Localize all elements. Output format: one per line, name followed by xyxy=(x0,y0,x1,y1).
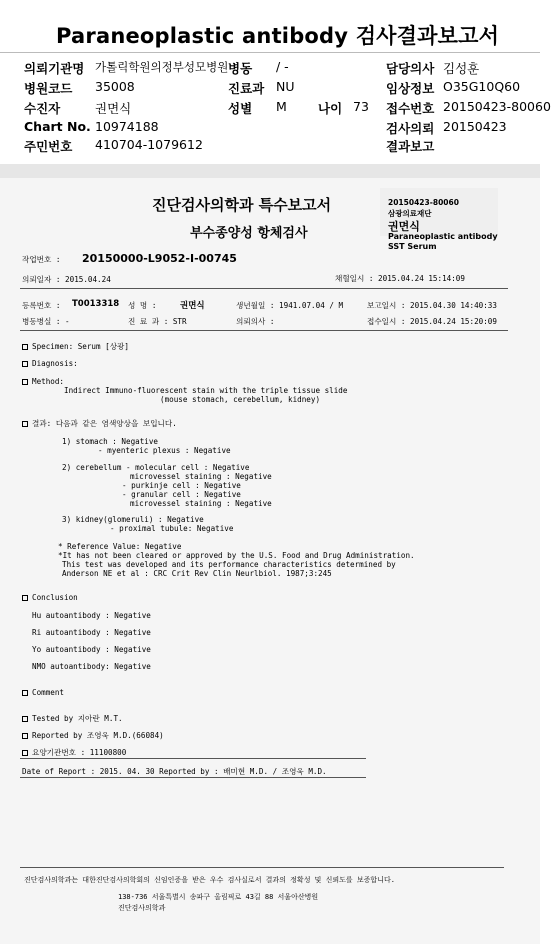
footer-certification: 진단검사의학과는 대한진단검사의학회의 신임인증을 받은 우수 검사실로서 결과의 정확성 및 신뢰도를 보증합니다. xyxy=(24,876,395,884)
conclusion-ri: Ri autoantibody : Negative xyxy=(32,628,151,637)
checkbox-icon xyxy=(22,361,28,367)
info-rule-bottom xyxy=(20,330,508,331)
footer-rule xyxy=(20,867,504,868)
result-purkinje: - purkinje cell : Negative xyxy=(122,481,241,490)
side-receipt-no: 20150423-80060 xyxy=(388,198,459,207)
checkbox-icon xyxy=(22,379,28,385)
label-age: 나이 xyxy=(318,101,343,116)
label-sex: 성별 xyxy=(228,101,253,116)
side-patient-name: 권면식 xyxy=(388,220,420,233)
side-specimen: SST Serum xyxy=(388,242,437,251)
result-myenteric: - myenteric plexus : Negative xyxy=(98,446,231,455)
side-lab-name: 삼광의료재단 xyxy=(388,209,432,218)
specimen: Specimen: Serum [상광] xyxy=(32,342,129,351)
value-ward: / - xyxy=(276,59,289,74)
page-title: Paraneoplastic antibody 검사결과보고서 xyxy=(56,24,500,48)
label-clinical-info: 임상정보 xyxy=(386,81,435,96)
tested-by: Tested by 지아란 M.T. xyxy=(32,714,123,723)
footer-address: 138-736 서울특별시 송파구 올림픽로 43길 88 서울아산병원 xyxy=(118,893,319,901)
reg-no: T0013318 xyxy=(72,299,120,309)
work-no: 20150000-L9052-I-00745 xyxy=(82,252,237,265)
value-department: NU xyxy=(276,79,295,94)
date-rule-bottom xyxy=(20,777,366,778)
method: Method: xyxy=(32,377,65,386)
agency-no: 요양기관번호 : 11100800 xyxy=(32,748,127,757)
checkbox-icon xyxy=(22,716,28,722)
info-rule-top xyxy=(20,288,508,289)
value-hospital-code: 35008 xyxy=(95,79,135,94)
birth-date: 생년월일 : 1941.07.04 / M xyxy=(236,301,344,310)
conclusion-hu: Hu autoantibody : Negative xyxy=(32,611,151,620)
report-org-title: 진단검사의학과 특수보고서 xyxy=(152,196,332,214)
value-test-request: 20150423 xyxy=(443,119,507,134)
method-line-2: (mouse stomach, cerebellum, kidney) xyxy=(160,395,321,404)
report-datetime: 보고일시 : 2015.04.30 14:40:33 xyxy=(367,301,497,310)
value-receipt-no: 20150423-80060 xyxy=(443,99,551,114)
label-institution: 의뢰기관명 xyxy=(24,61,85,76)
reg-no-label: 등록번호 : xyxy=(22,301,61,310)
date-of-report: Date of Report : 2015. 04. 30 Reported by : 배미현 M.D. / 조영욱 M.D. xyxy=(22,767,327,776)
reported-by: Reported by 조영욱 M.D.(66084) xyxy=(32,731,164,740)
label-doctor: 담당의사 xyxy=(386,61,435,76)
reference-value: * Reference Value: Negative xyxy=(58,542,182,551)
label-result-report: 결과보고 xyxy=(386,139,435,154)
header-divider xyxy=(0,52,540,53)
checkbox-icon xyxy=(22,344,28,350)
label-receipt-no: 접수번호 xyxy=(386,101,435,116)
scanned-report xyxy=(0,178,540,944)
ward-room: 병동병실 : - xyxy=(22,317,70,326)
result-kidney: 3) kidney(glomeruli) : Negative xyxy=(62,515,204,524)
section-gap xyxy=(0,164,540,178)
conclusion-nmo: NMO autoantibody: Negative xyxy=(32,662,151,671)
result-tubule: - proximal tubule: Negative xyxy=(110,524,234,533)
receipt-datetime: 접수일시 : 2015.04.24 15:20:09 xyxy=(367,317,497,326)
checkbox-icon xyxy=(22,595,28,601)
conclusion-yo: Yo autoantibody : Negative xyxy=(32,645,151,654)
value-doctor: 김성훈 xyxy=(443,61,480,76)
checkbox-icon xyxy=(22,421,28,427)
value-patient: 권면식 xyxy=(95,101,132,116)
checkbox-icon xyxy=(22,750,28,756)
value-age: 73 xyxy=(353,99,369,114)
value-clinical-info: O35G10Q60 xyxy=(443,79,521,94)
value-chart-no: 10974188 xyxy=(95,119,159,134)
disclaimer-1: *It has not been cleared or approved by the U.S. Food and Drug Administration. xyxy=(58,551,415,560)
comment-header: Comment xyxy=(32,688,65,697)
diagnosis: Diagnosis: xyxy=(32,359,78,368)
name-label: 성 명 : xyxy=(128,301,157,310)
requesting-doctor: 의뢰의사 : xyxy=(236,317,275,326)
result-header: 결과: 다음과 같은 염색양상을 보입니다. xyxy=(32,419,177,428)
label-chart-no: Chart No. xyxy=(24,119,91,134)
checkbox-icon xyxy=(22,690,28,696)
result-microvessel-2: microvessel staining : Negative xyxy=(130,499,272,508)
side-test-name: Paraneoplastic antibody xyxy=(388,232,498,241)
label-hospital-code: 병원코드 xyxy=(24,81,73,96)
label-test-request: 검사의뢰 xyxy=(386,121,435,136)
report-sub-title: 부수종양성 항체검사 xyxy=(190,226,308,241)
dept: 진 료 과 : STR xyxy=(128,317,187,326)
disclaimer-2: This test was developed and its performance characteristics determined by xyxy=(62,560,396,569)
label-resident-no: 주민번호 xyxy=(24,139,73,154)
value-resident-no: 410704-1079612 xyxy=(95,137,203,152)
value-sex: M xyxy=(276,99,287,114)
checkbox-icon xyxy=(22,733,28,739)
label-ward: 병동 xyxy=(228,61,253,76)
collection-datetime: 채혈일시 : 2015.04.24 15:14:09 xyxy=(335,274,465,283)
work-no-label: 작업번호 : xyxy=(22,255,61,264)
result-microvessel-1: microvessel staining : Negative xyxy=(130,472,272,481)
result-cerebellum: 2) cerebellum - molecular cell : Negative xyxy=(62,463,250,472)
date-rule-top xyxy=(20,758,366,759)
value-institution: 가톨릭학원의정부성모병원 xyxy=(95,60,229,74)
patient-name: 권면식 xyxy=(180,301,205,311)
disclaimer-3: Anderson NE et al : CRC Crit Rev Clin Neurlbiol. 1987;3:245 xyxy=(62,569,332,578)
footer-dept: 진단검사의학과 xyxy=(118,904,166,912)
result-stomach: 1) stomach : Negative xyxy=(62,437,159,446)
label-department: 진료과 xyxy=(228,81,265,96)
report-header xyxy=(0,0,551,164)
request-date: 의뢰일자 : 2015.04.24 xyxy=(22,275,111,284)
conclusion-header: Conclusion xyxy=(32,593,78,602)
label-patient: 수진자 xyxy=(24,101,61,116)
result-granular: - granular cell : Negative xyxy=(122,490,241,499)
method-line-1: Indirect Immuno-fluorescent stain with the triple tissue slide xyxy=(64,386,348,395)
